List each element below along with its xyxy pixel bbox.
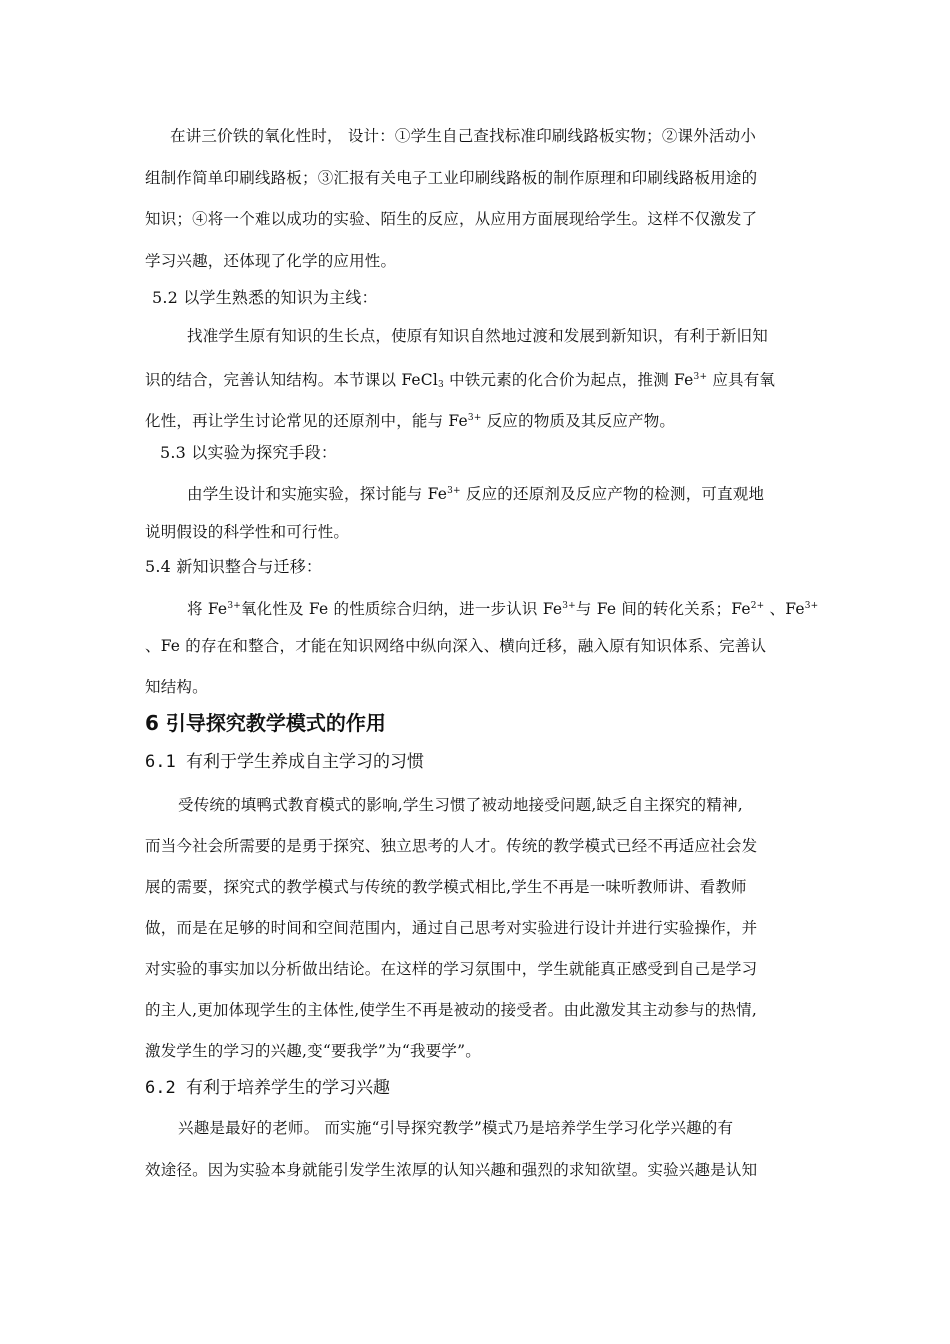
paragraph-line: 化性，再让学生讨论常见的还原剂中，能与 $Fe^{3+}$ 反应的物质及其反应产物。 — [145, 412, 676, 430]
paragraph-line: 识的结合，完善认知结构。本节课以 FeCl$_3$ 中铁元素的化合价为起点，推测 $Fe^{3+}$ 应具有氧 — [145, 371, 776, 390]
section-heading-5-2: 5.2 以学生熟悉的知识为主线： — [152, 288, 378, 307]
paragraph-line: 效途径。因为实验本身就能引发学生浓厚的认知兴趣和强烈的求知欲望。实验兴趣是认知 — [145, 1161, 758, 1179]
paragraph-line: 受传统的填鸭式教育模式的影响,学生习惯了被动地接受问题,缺乏自主探究的精神, — [178, 796, 743, 814]
paragraph-line: 说明假设的科学性和可行性。 — [145, 523, 350, 541]
paragraph-line: 找准学生原有知识的生长点，使原有知识自然地过渡和发展到新知识，有利于新旧知 — [187, 327, 768, 345]
paragraph-line: 做，而是在足够的时间和空间范围内，通过自己思考对实验进行设计并进行实验操作，并 — [145, 919, 758, 937]
section-heading-6: 6 引导探究教学模式的作用 — [145, 711, 386, 735]
paragraph-line: 学习兴趣，还体现了化学的应用性。 — [145, 252, 397, 270]
paragraph-line: 将 $Fe^{3+}$氧化性及 Fe 的性质综合归纳，进一步认识 $Fe^{3+}$与 Fe 间的转化关系；$Fe^{2+}$ 、$Fe^{3+}$ — [187, 600, 819, 618]
paragraph-line: 的主人,更加体现学生的主体性,使学生不再是被动的接受者。由此激发其主动参与的热情, — [145, 1001, 757, 1019]
section-heading-5-4: 5.4 新知识整合与迁移： — [145, 557, 323, 576]
section-heading-6-2: 6.2 有利于培养学生的学习兴趣 — [145, 1078, 390, 1098]
paragraph-line: 由学生设计和实施实验，探讨能与 $Fe^{3+}$ 反应的还原剂及反应产物的检测，可直观地 — [187, 485, 765, 503]
section-heading-5-3: 5.3 以实验为探究手段： — [160, 443, 338, 462]
paragraph-line: 兴趣是最好的老师。 而实施“引导探究教学”模式乃是培养学生学习化学兴趣的有 — [178, 1119, 734, 1137]
paragraph-line: 知识；④将一个难以成功的实验、陌生的反应，从应用方面展现给学生。这样不仅激发了 — [145, 210, 758, 228]
paragraph-line: 组制作简单印刷线路板；③汇报有关电子工业印刷线路板的制作原理和印刷线路板用途的 — [145, 169, 758, 187]
paragraph-line: 、Fe 的存在和整合，才能在知识网络中纵向深入、横向迁移，融入原有知识体系、完善认 — [145, 637, 767, 655]
paragraph-line: 对实验的事实加以分析做出结论。在这样的学习氛围中，学生就能真正感受到自己是学习 — [145, 960, 758, 978]
paragraph-line: 在讲三价铁的氧化性时， 设计：①学生自己查找标准印刷线路板实物；②课外活动小 — [170, 127, 757, 145]
paragraph-line: 展的需要，探究式的教学模式与传统的教学模式相比,学生不再是一味听教师讲、看教师 — [145, 878, 747, 896]
paragraph-line: 而当今社会所需要的是勇于探究、独立思考的人才。传统的教学模式已经不再适应社会发 — [145, 837, 758, 855]
paragraph-line: 激发学生的学习的兴趣,变“要我学”为“我要学”。 — [145, 1042, 481, 1060]
paragraph-line: 知结构。 — [145, 678, 208, 696]
section-heading-6-1: 6.1 有利于学生养成自主学习的习惯 — [145, 752, 424, 772]
